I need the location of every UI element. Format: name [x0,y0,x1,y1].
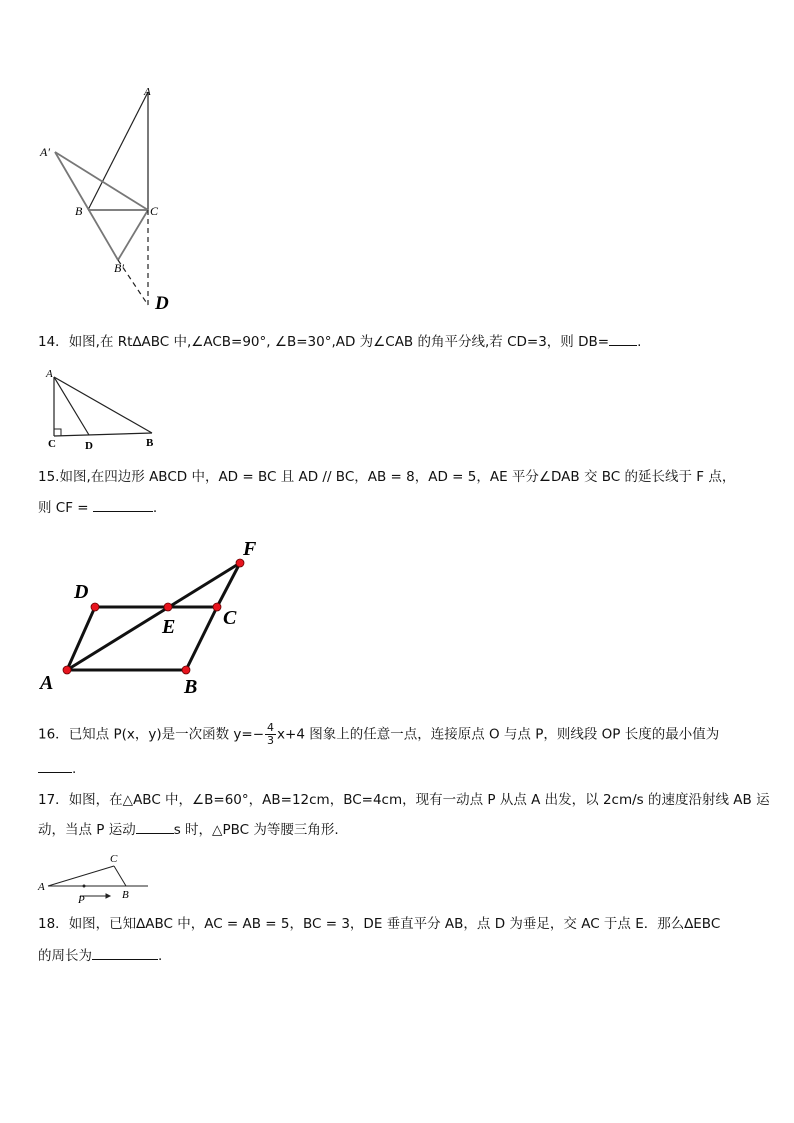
question-15-number: 15. [38,469,60,485]
label-A-prime: A′ [40,145,50,159]
question-15-end: . [152,500,158,516]
question-16-text-b: x+4 图象上的任意一点，连接原点 O 与点 P，则线段 OP 长度的最小值为 [277,726,720,743]
label-F: F [243,538,257,560]
label-B-prime: B′ [114,261,124,275]
question-15-line-1 [38,467,735,487]
label-D: D [74,581,89,603]
label-B: B [122,889,129,901]
point-A [63,666,71,674]
question-15-text: 如图,在四边形 ABCD 中，AD = BC 且 AD // BC，AB = 8，AD = 5，AE 平分∠DAB 交 BC 的延长线于 F 点， [59,469,736,485]
question-18-end: . [158,948,163,964]
label-B: B [184,676,198,698]
question-17-text-2a: 动，当点 P 运动 [38,822,136,838]
answer-blank-15[interactable] [93,499,153,512]
figure-triangle-reflection [30,80,190,320]
point-D [91,603,99,611]
label-B: B [75,204,83,218]
question-18-text: 如图，已知∆ABC 中，AC = AB = 5，BC = 3，DE 垂直平分 AB，点 D 为垂足，交 AC 于点 E．那么∆EBC [68,916,721,932]
label-C: C [150,204,159,218]
label-A: A [144,86,151,98]
answer-blank-16[interactable] [38,760,72,773]
question-15-text-2: 则 CF = [38,500,89,516]
fraction-denominator: 3 [267,734,275,747]
question-18-line-2 [38,946,162,966]
question-15-line-2 [38,498,157,518]
answer-blank-14[interactable] [609,333,637,346]
figure-right-triangle-14 [42,365,167,450]
question-17-line-2 [38,820,339,840]
label-A: A [40,672,54,694]
question-16 [38,722,719,747]
question-14-number: 14． [38,334,69,350]
question-17-text: 如图，在△ABC 中，∠B=60°，AB=12cm，BC=4cm，现有一动点 P 从点 A 出发，以 2cm/s 的速度沿射线 AB 运 [68,792,770,808]
question-16-line-2 [38,759,76,779]
question-18-text-2: 的周长为 [38,948,92,964]
point-E [164,603,172,611]
label-P: P [78,894,85,904]
answer-blank-18[interactable] [92,947,158,960]
label-C: C [48,438,56,450]
question-18-line-1 [38,914,720,934]
fraction [265,722,276,747]
question-14 [38,332,641,352]
label-B: B [146,437,154,449]
question-17-line-1 [38,790,770,810]
label-C: C [223,607,237,629]
question-18-number: 18． [38,916,69,932]
label-A: A [38,881,45,893]
point-B [182,666,190,674]
question-17-text-2b: s 时，△PBC 为等腰三角形. [173,822,339,838]
question-16-end: . [72,761,77,777]
point-C [213,603,221,611]
label-D: D [155,293,169,314]
label-D: D [85,440,93,450]
point-F [236,559,244,567]
label-A: A [46,368,53,380]
answer-blank-17[interactable] [136,821,174,834]
label-E: E [162,616,176,638]
figure-triangle-17 [36,846,156,904]
question-16-number: 16． [38,726,69,743]
label-C: C [110,853,118,865]
question-14-text: 如图,在 Rt∆ABC 中,∠ACB=90°, ∠B=30°,AD 为∠CAB 的角平分线,若 CD=3，则 DB= [68,334,610,350]
segment-A-prime-C [55,152,148,210]
segment-A-prime-B-prime [55,152,118,260]
fraction-numerator: 4 [267,721,275,734]
figure-parallelogram-15 [36,535,276,700]
question-14-end: . [637,334,642,350]
segment-B-prime-C [118,210,148,260]
question-17-number: 17． [38,792,69,808]
question-16-text-a: 已知点 P(x，y)是一次函数 y=− [68,726,265,743]
point-P [83,885,86,888]
